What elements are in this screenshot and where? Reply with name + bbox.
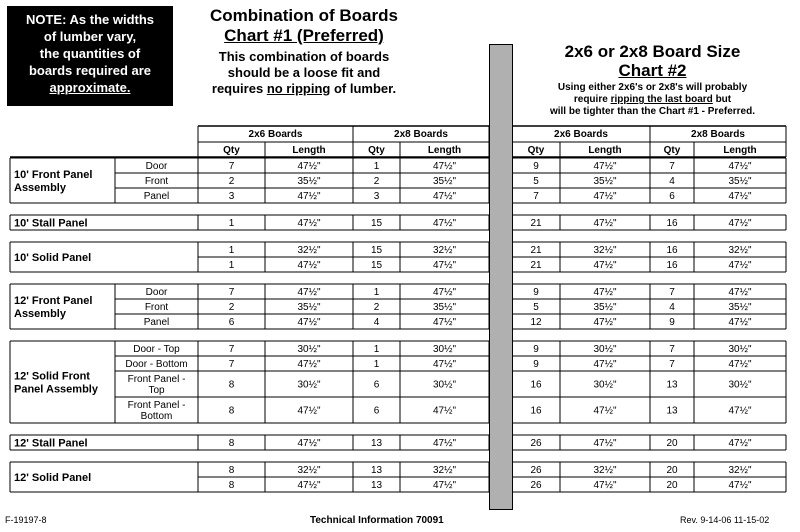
section-name: 10' Stall Panel bbox=[14, 217, 88, 230]
length-cell: 32½" bbox=[297, 245, 321, 256]
row-label: Door bbox=[145, 161, 168, 172]
length-cell: 32½" bbox=[593, 245, 617, 256]
length-cell: 47½" bbox=[593, 359, 617, 370]
qty-cell: 9 bbox=[669, 317, 675, 328]
qty-cell: 3 bbox=[373, 191, 380, 202]
qty-cell: 2 bbox=[228, 302, 235, 313]
qty-cell: 16 bbox=[530, 379, 542, 391]
chart2-desc-line: will be tighter than the Chart #1 - Preferred. bbox=[549, 106, 756, 117]
board-group-header: 2x8 Boards bbox=[394, 129, 448, 140]
qty-cell: 9 bbox=[533, 287, 539, 298]
length-cell: 35½" bbox=[593, 176, 617, 187]
qty-cell: 9 bbox=[533, 161, 539, 172]
length-cell: 47½" bbox=[432, 287, 457, 298]
section-name: 12' Stall Panel bbox=[14, 437, 88, 450]
length-cell: 30½" bbox=[728, 379, 752, 391]
row-label: Door bbox=[145, 287, 168, 298]
length-cell: 35½" bbox=[297, 302, 321, 313]
board-group-header: 2x6 Boards bbox=[248, 129, 303, 140]
qty-cell: 1 bbox=[373, 287, 380, 298]
board-group-header: 2x6 Boards bbox=[554, 129, 608, 140]
length-cell: 47½" bbox=[593, 480, 617, 491]
length-cell: 47½" bbox=[297, 287, 321, 298]
row-label: Front Panel - bbox=[127, 374, 186, 385]
qty-cell: 1 bbox=[373, 344, 380, 355]
qty-cell: 15 bbox=[370, 245, 383, 256]
length-header: Length bbox=[588, 145, 622, 156]
qty-cell: 7 bbox=[669, 161, 675, 172]
length-cell: 30½" bbox=[432, 344, 457, 355]
length-cell: 32½" bbox=[297, 465, 321, 476]
qty-cell: 7 bbox=[533, 191, 539, 202]
length-cell: 35½" bbox=[432, 176, 457, 187]
qty-cell: 7 bbox=[669, 287, 675, 298]
qty-cell: 1 bbox=[228, 218, 235, 229]
length-cell: 47½" bbox=[728, 161, 752, 172]
note-line: NOTE: As the widths bbox=[25, 12, 155, 27]
qty-cell: 13 bbox=[666, 405, 678, 417]
length-cell: 47½" bbox=[297, 260, 321, 271]
length-cell: 47½" bbox=[432, 405, 457, 417]
qty-cell: 20 bbox=[666, 480, 678, 491]
chart1-desc-text: requires bbox=[211, 81, 267, 96]
length-cell: 47½" bbox=[593, 405, 617, 417]
qty-cell: 5 bbox=[533, 176, 539, 187]
length-cell: 47½" bbox=[432, 260, 457, 271]
length-cell: 35½" bbox=[432, 302, 457, 313]
qty-cell: 5 bbox=[533, 302, 539, 313]
qty-cell: 1 bbox=[228, 260, 235, 271]
qty-cell: 6 bbox=[373, 379, 380, 391]
qty-cell: 16 bbox=[666, 245, 678, 256]
qty-cell: 2 bbox=[373, 176, 380, 187]
chart2-desc-text: require bbox=[573, 94, 611, 105]
footer-part-number: F-19197-8 bbox=[5, 515, 47, 525]
section-name: 10' Front Panel bbox=[14, 169, 93, 181]
length-cell: 47½" bbox=[593, 317, 617, 328]
qty-cell: 21 bbox=[530, 245, 542, 256]
qty-cell: 4 bbox=[669, 176, 675, 187]
qty-cell: 21 bbox=[530, 260, 542, 271]
length-cell: 47½" bbox=[728, 438, 752, 449]
length-cell: 47½" bbox=[297, 480, 321, 491]
note-line: of lumber vary, bbox=[43, 29, 137, 44]
qty-cell: 26 bbox=[530, 465, 542, 476]
length-cell: 47½" bbox=[297, 191, 321, 202]
length-cell: 47½" bbox=[728, 405, 752, 417]
qty-cell: 7 bbox=[669, 359, 675, 370]
chart1-subtitle: Chart #1 (Preferred) bbox=[224, 26, 384, 45]
length-cell: 47½" bbox=[593, 161, 617, 172]
qty-header: Qty bbox=[527, 145, 545, 156]
length-cell: 30½" bbox=[593, 344, 617, 355]
qty-cell: 6 bbox=[228, 317, 235, 328]
qty-cell: 13 bbox=[370, 438, 383, 449]
length-cell: 47½" bbox=[593, 438, 617, 449]
footer-title: Technical Information 70091 bbox=[310, 515, 444, 526]
qty-cell: 7 bbox=[669, 344, 675, 355]
qty-cell: 12 bbox=[530, 317, 542, 328]
chart1-desc-text: of lumber. bbox=[330, 81, 397, 96]
length-cell: 32½" bbox=[728, 465, 752, 476]
row-label: Panel bbox=[143, 317, 170, 328]
qty-cell: 16 bbox=[530, 405, 542, 417]
chart1-desc-line: This combination of boards bbox=[218, 49, 390, 64]
qty-cell: 6 bbox=[373, 405, 380, 417]
row-label: Front bbox=[144, 176, 169, 187]
qty-cell: 13 bbox=[370, 465, 383, 476]
length-cell: 30½" bbox=[728, 344, 752, 355]
qty-header: Qty bbox=[223, 145, 240, 156]
board-group-header: 2x8 Boards bbox=[691, 129, 745, 140]
note-line-emphasis: approximate. bbox=[49, 80, 131, 95]
length-cell: 47½" bbox=[728, 218, 752, 229]
length-cell: 47½" bbox=[432, 317, 457, 328]
qty-cell: 9 bbox=[533, 344, 539, 355]
length-cell: 35½" bbox=[593, 302, 617, 313]
length-cell: 47½" bbox=[728, 260, 752, 271]
length-cell: 47½" bbox=[432, 480, 457, 491]
chart1-desc-line: should be a loose fit and bbox=[227, 65, 381, 80]
length-header: Length bbox=[723, 145, 757, 156]
length-cell: 47½" bbox=[432, 161, 457, 172]
length-cell: 47½" bbox=[593, 287, 617, 298]
row-label: Front bbox=[144, 302, 169, 313]
note-line: the quantities of bbox=[39, 46, 141, 61]
section-name: 12' Solid Front bbox=[14, 370, 90, 383]
footer-revision: Rev. 9-14-06 11-15-02 bbox=[680, 515, 770, 525]
length-cell: 47½" bbox=[593, 260, 617, 271]
qty-cell: 1 bbox=[228, 245, 235, 256]
qty-cell: 20 bbox=[666, 465, 678, 476]
qty-cell: 8 bbox=[228, 405, 235, 417]
qty-cell: 8 bbox=[228, 379, 235, 391]
length-cell: 47½" bbox=[432, 438, 457, 449]
qty-cell: 16 bbox=[666, 218, 678, 229]
qty-cell: 8 bbox=[228, 438, 235, 449]
length-cell: 32½" bbox=[432, 465, 457, 476]
qty-cell: 21 bbox=[530, 218, 542, 229]
row-label: Door - Bottom bbox=[125, 359, 188, 370]
section-name: Panel Assembly bbox=[14, 383, 98, 396]
qty-header: Qty bbox=[663, 145, 681, 156]
length-cell: 32½" bbox=[593, 465, 617, 476]
row-label: Front Panel - bbox=[127, 400, 186, 411]
row-label: Panel bbox=[143, 191, 170, 202]
qty-cell: 26 bbox=[530, 438, 542, 449]
length-cell: 47½" bbox=[728, 359, 752, 370]
length-header: Length bbox=[427, 145, 462, 156]
chart-divider-bar bbox=[489, 44, 513, 510]
chart2-title: 2x6 or 2x8 Board Size bbox=[564, 42, 741, 61]
length-cell: 47½" bbox=[297, 359, 321, 370]
qty-cell: 4 bbox=[669, 302, 675, 313]
length-cell: 47½" bbox=[728, 287, 752, 298]
length-cell: 35½" bbox=[297, 176, 321, 187]
qty-cell: 8 bbox=[228, 480, 235, 491]
qty-cell: 4 bbox=[373, 317, 380, 328]
length-cell: 35½" bbox=[728, 302, 752, 313]
qty-cell: 1 bbox=[373, 359, 380, 370]
section-name: Assembly bbox=[14, 308, 66, 320]
qty-cell: 15 bbox=[370, 218, 383, 229]
qty-cell: 9 bbox=[533, 359, 539, 370]
length-cell: 47½" bbox=[593, 191, 617, 202]
chart1-desc-underline: no ripping bbox=[266, 81, 331, 96]
length-cell: 35½" bbox=[728, 176, 752, 187]
section-name: 10' Solid Panel bbox=[14, 252, 92, 264]
section-name: 12' Front Panel bbox=[14, 295, 93, 307]
length-cell: 47½" bbox=[297, 218, 321, 229]
section-name: Assembly bbox=[14, 182, 66, 194]
length-cell: 47½" bbox=[297, 161, 321, 172]
length-cell: 30½" bbox=[297, 344, 321, 355]
chart2-desc-line: Using either 2x6's or 2x8's will probably bbox=[557, 82, 748, 93]
qty-cell: 6 bbox=[669, 191, 675, 202]
qty-cell: 2 bbox=[228, 176, 235, 187]
qty-cell: 8 bbox=[228, 465, 235, 476]
length-cell: 30½" bbox=[297, 379, 321, 391]
section-name: 12' Solid Panel bbox=[14, 472, 92, 484]
length-cell: 32½" bbox=[432, 245, 457, 256]
length-cell: 47½" bbox=[432, 218, 457, 229]
length-cell: 47½" bbox=[432, 191, 457, 202]
qty-cell: 15 bbox=[370, 260, 383, 271]
row-label: Top bbox=[148, 385, 165, 396]
length-cell: 47½" bbox=[728, 317, 752, 328]
qty-cell: 7 bbox=[228, 287, 235, 298]
qty-header: Qty bbox=[368, 145, 385, 156]
chart1-title: Combination of Boards bbox=[210, 6, 398, 25]
qty-cell: 7 bbox=[228, 359, 235, 370]
length-cell: 47½" bbox=[593, 218, 617, 229]
qty-cell: 7 bbox=[228, 161, 235, 172]
qty-cell: 1 bbox=[373, 161, 380, 172]
qty-cell: 20 bbox=[666, 438, 678, 449]
length-cell: 47½" bbox=[297, 438, 321, 449]
length-cell: 47½" bbox=[728, 191, 752, 202]
qty-cell: 13 bbox=[370, 480, 383, 491]
length-header: Length bbox=[292, 145, 326, 156]
length-cell: 47½" bbox=[728, 480, 752, 491]
qty-cell: 13 bbox=[666, 379, 678, 391]
qty-cell: 7 bbox=[228, 344, 235, 355]
length-cell: 30½" bbox=[432, 379, 457, 391]
length-cell: 47½" bbox=[297, 317, 321, 328]
length-cell: 47½" bbox=[297, 405, 321, 417]
note-line: boards required are bbox=[28, 63, 152, 78]
qty-cell: 26 bbox=[530, 480, 542, 491]
chart2-desc-underline: ripping the last board bbox=[610, 94, 713, 105]
length-cell: 47½" bbox=[432, 359, 457, 370]
length-cell: 32½" bbox=[728, 245, 752, 256]
qty-cell: 2 bbox=[373, 302, 380, 313]
length-cell: 30½" bbox=[593, 379, 617, 391]
chart2-desc-text: but bbox=[712, 94, 732, 105]
row-label: Bottom bbox=[140, 411, 173, 422]
qty-cell: 16 bbox=[666, 260, 678, 271]
qty-cell: 3 bbox=[228, 191, 235, 202]
chart2-subtitle: Chart #2 bbox=[618, 61, 687, 80]
row-label: Door - Top bbox=[133, 344, 180, 355]
